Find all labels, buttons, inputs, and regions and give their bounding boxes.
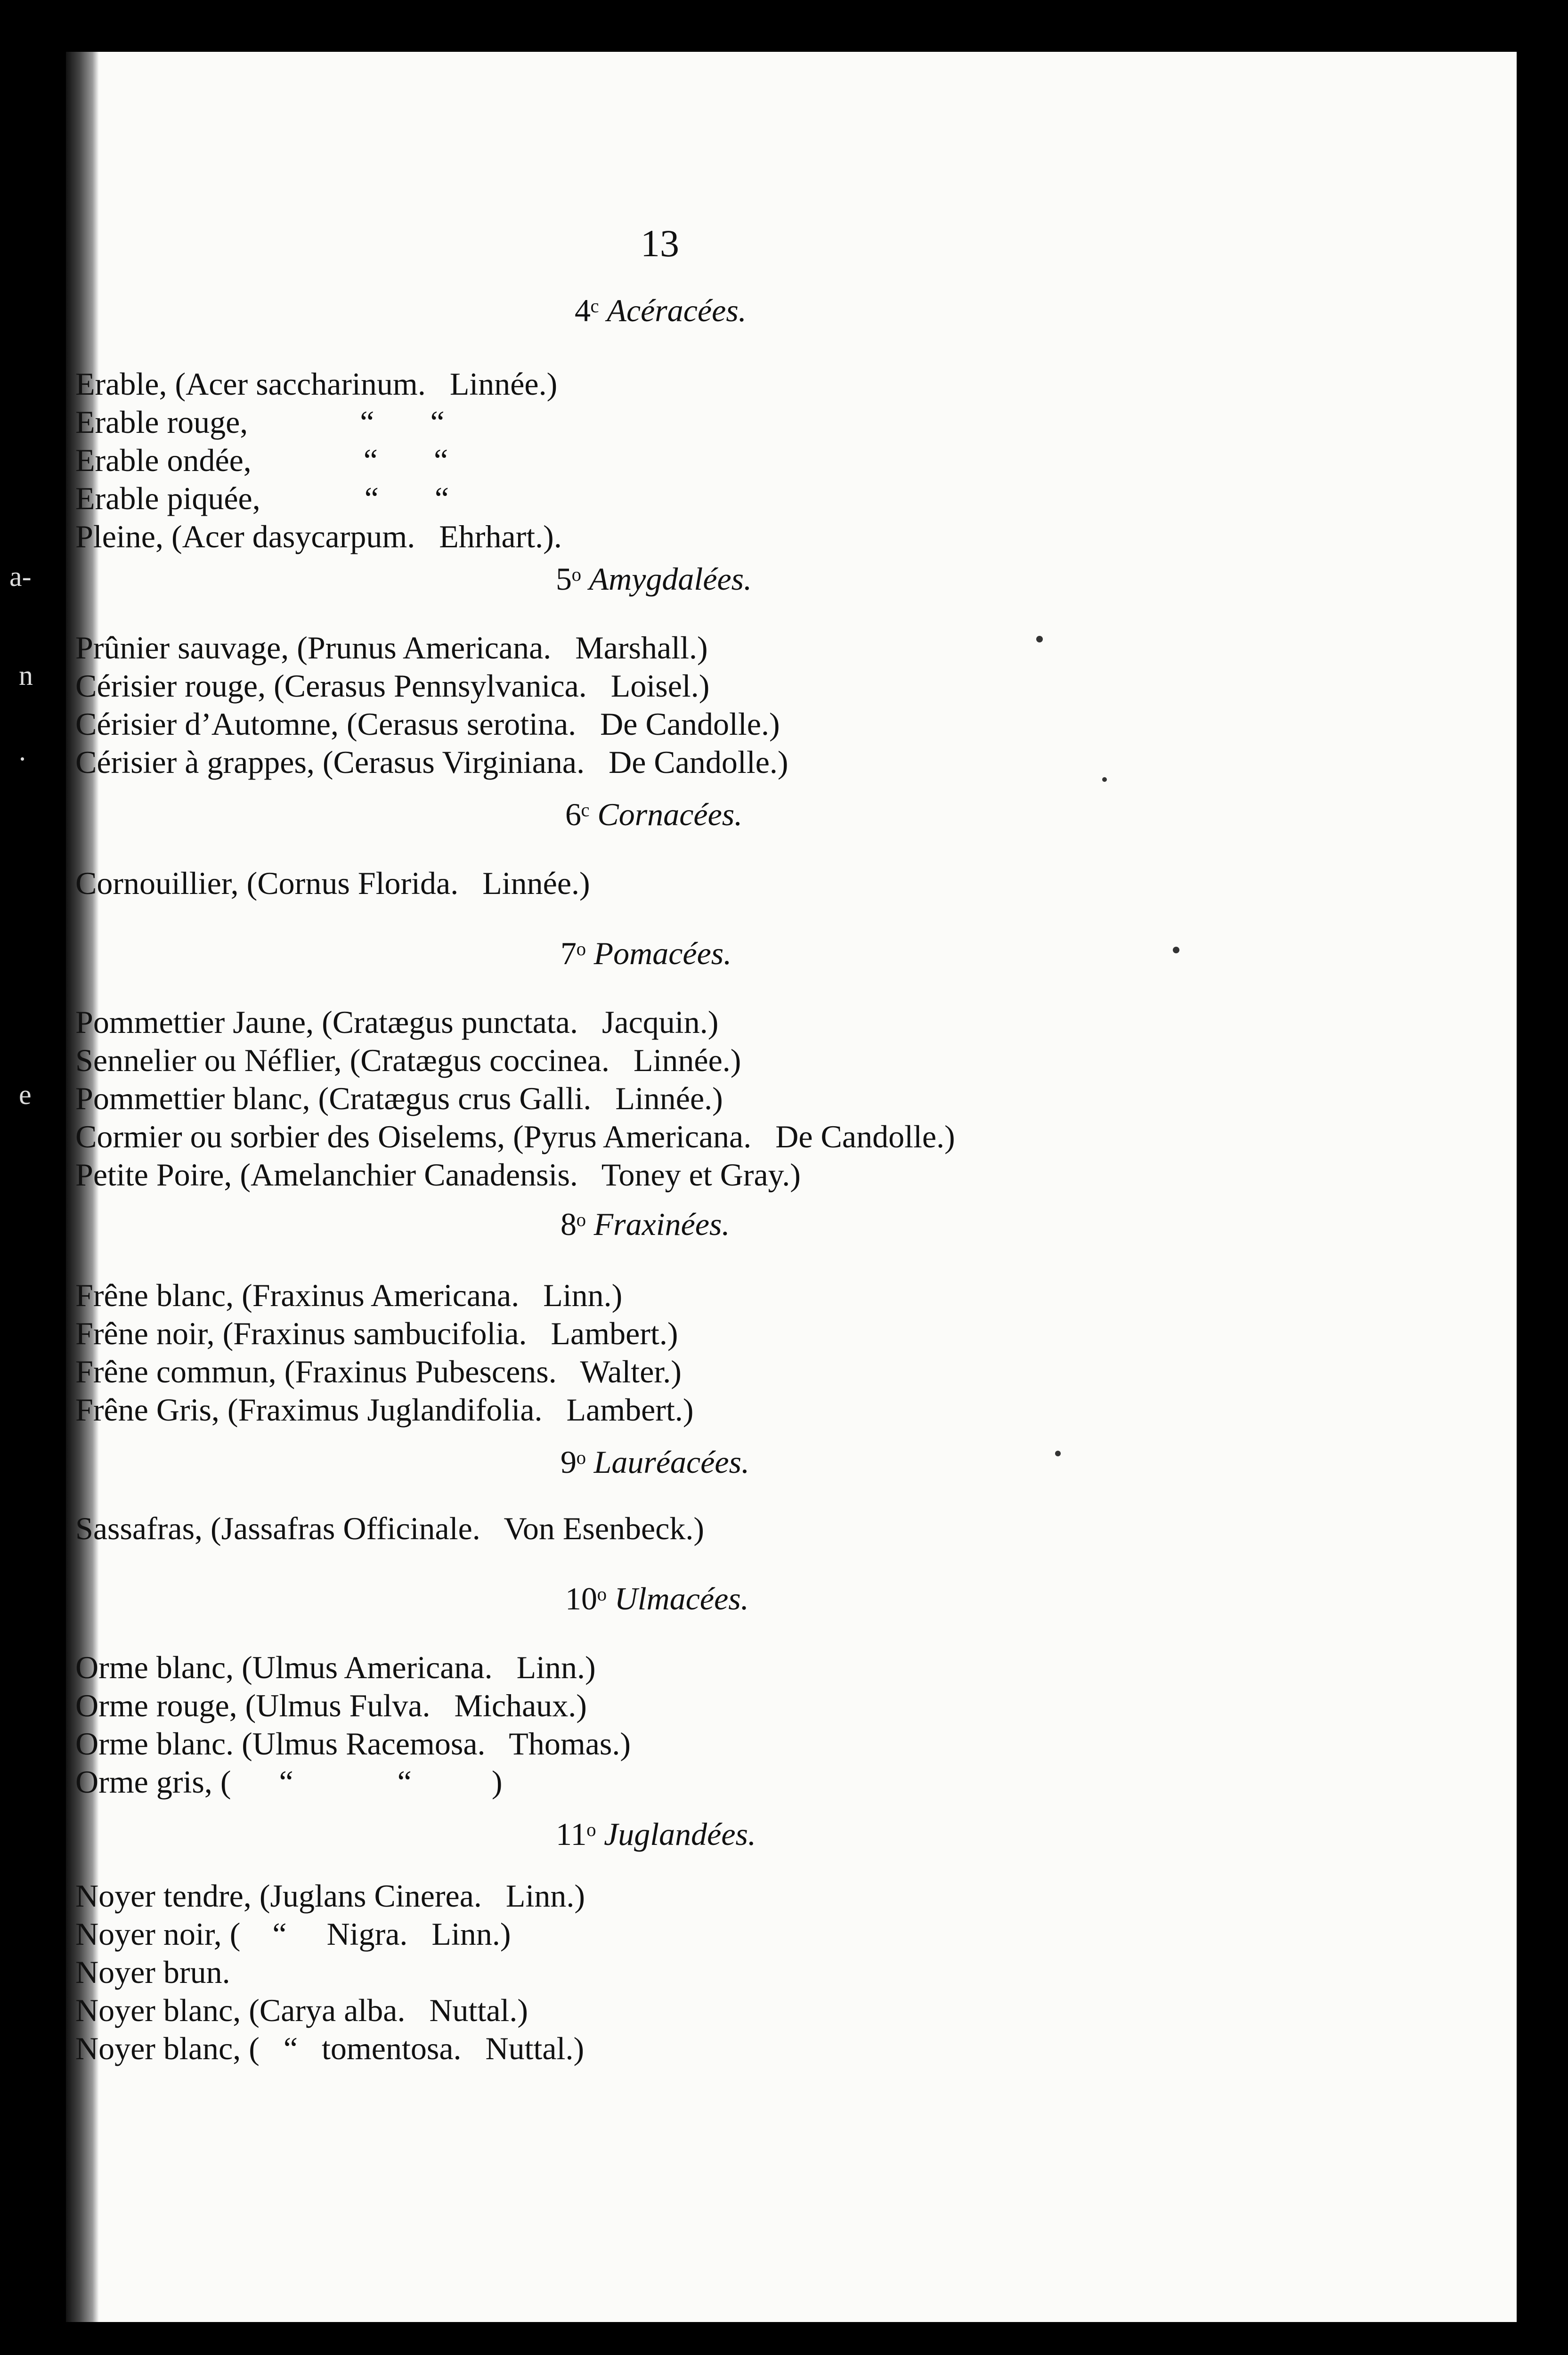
book-page xyxy=(66,52,1517,2322)
species-entry: Cornouillier, (Cornus Florida. Linnée.) xyxy=(75,865,590,901)
species-entry: Noyer noir, ( “ Nigra. Linn.) xyxy=(75,1916,511,1952)
species-list xyxy=(75,365,562,556)
species-entry: Prûnier sauvage, (Prunus Americana. Marshall.) xyxy=(75,630,708,666)
species-entry: Erable, (Acer saccharinum. Linnée.) xyxy=(75,366,558,402)
section-name: Pomacées. xyxy=(593,935,732,971)
species-entry: Noyer blanc, (Carya alba. Nuttal.) xyxy=(75,1992,528,2028)
section-number: 11ᵒ xyxy=(556,1816,596,1852)
species-list xyxy=(75,1003,955,1194)
species-entry: Orme blanc. (Ulmus Racemosa. Thomas.) xyxy=(75,1726,631,1762)
species-list xyxy=(75,1276,694,1429)
species-entry: Frêne blanc, (Fraxinus Americana. Linn.) xyxy=(75,1277,623,1313)
page-number: 13 xyxy=(641,222,679,265)
species-entry: Orme rouge, (Ulmus Fulva. Michaux.) xyxy=(75,1688,587,1723)
print-speck xyxy=(1173,947,1179,953)
section-number: 6ᶜ xyxy=(565,796,590,832)
margin-fragment: . xyxy=(19,735,26,766)
species-entry: Noyer blanc, ( “ tomentosa. Nuttal.) xyxy=(75,2030,585,2066)
section-name: Acéracées. xyxy=(607,292,747,328)
section-name: Fraxinées. xyxy=(593,1206,730,1242)
species-entry: Cérisier à grappes, (Cerasus Virginiana. De Candolle.) xyxy=(75,744,788,780)
species-entry: Cérisier rouge, (Cerasus Pennsylvanica. Loisel.) xyxy=(75,668,710,704)
species-list xyxy=(75,1510,704,1548)
section-number: 10ᵒ xyxy=(565,1581,607,1616)
species-entry: Frêne commun, (Fraxinus Pubescens. Walter.) xyxy=(75,1354,682,1389)
species-entry: Cormier ou sorbier des Oiselems, (Pyrus Americana. De Candolle.) xyxy=(75,1119,955,1154)
species-list xyxy=(75,864,590,902)
section-name: Ulmacées. xyxy=(614,1581,749,1616)
margin-fragment: a- xyxy=(9,561,32,592)
section-number: 9ᵒ xyxy=(561,1444,586,1480)
left-margin xyxy=(0,0,66,2355)
species-entry: Pommettier blanc, (Cratægus crus Galli. Linnée.) xyxy=(75,1080,723,1116)
species-entry: Pleine, (Acer dasycarpum. Ehrhart.). xyxy=(75,519,562,554)
species-entry: Erable piquée, “ “ xyxy=(75,480,449,516)
section-heading xyxy=(575,292,747,329)
species-list xyxy=(75,1648,631,1801)
section-number: 4ᶜ xyxy=(575,292,599,328)
species-entry: Petite Poire, (Amelanchier Canadensis. Toney et Gray.) xyxy=(75,1157,801,1193)
species-entry: Orme gris, ( “ “ ) xyxy=(75,1764,503,1800)
species-entry: Erable ondée, “ “ xyxy=(75,442,448,478)
species-entry: Noyer tendre, (Juglans Cinerea. Linn.) xyxy=(75,1878,585,1914)
section-number: 7ᵒ xyxy=(561,935,586,971)
species-entry: Sennelier ou Néflier, (Cratægus coccinea. Linnée.) xyxy=(75,1042,741,1078)
section-heading xyxy=(556,560,752,598)
margin-fragment: n xyxy=(19,660,33,691)
section-number: 8ᵒ xyxy=(561,1206,586,1242)
species-entry: Frêne Gris, (Fraximus Juglandifolia. Lambert.) xyxy=(75,1392,694,1428)
section-heading xyxy=(561,1444,749,1481)
species-entry: Erable rouge, “ “ xyxy=(75,404,445,440)
section-heading xyxy=(561,935,731,972)
species-list xyxy=(75,1877,585,2068)
species-list xyxy=(75,629,788,781)
section-name: Cornacées. xyxy=(597,796,743,832)
print-speck xyxy=(1102,777,1107,782)
section-heading xyxy=(561,1206,730,1243)
section-heading xyxy=(565,796,742,833)
species-entry: Cérisier d’Automne, (Cerasus serotina. De Candolle.) xyxy=(75,706,780,742)
section-name: Amygdalées. xyxy=(589,561,752,597)
print-speck xyxy=(1055,1451,1061,1456)
section-name: Juglandées. xyxy=(604,1816,756,1852)
section-heading xyxy=(556,1816,756,1853)
species-entry: Noyer brun. xyxy=(75,1954,230,1990)
print-speck xyxy=(1036,636,1043,642)
margin-fragment: e xyxy=(19,1079,32,1110)
species-entry: Pommettier Jaune, (Cratægus punctata. Jacquin.) xyxy=(75,1004,719,1040)
section-number: 5ᵒ xyxy=(556,561,581,597)
section-heading xyxy=(565,1580,749,1617)
section-name: Lauréacées. xyxy=(593,1444,750,1480)
species-entry: Orme blanc, (Ulmus Americana. Linn.) xyxy=(75,1649,596,1685)
species-entry: Sassafras, (Jassafras Officinale. Von Esenbeck.) xyxy=(75,1510,705,1546)
species-entry: Frêne noir, (Fraxinus sambucifolia. Lambert.) xyxy=(75,1316,678,1351)
